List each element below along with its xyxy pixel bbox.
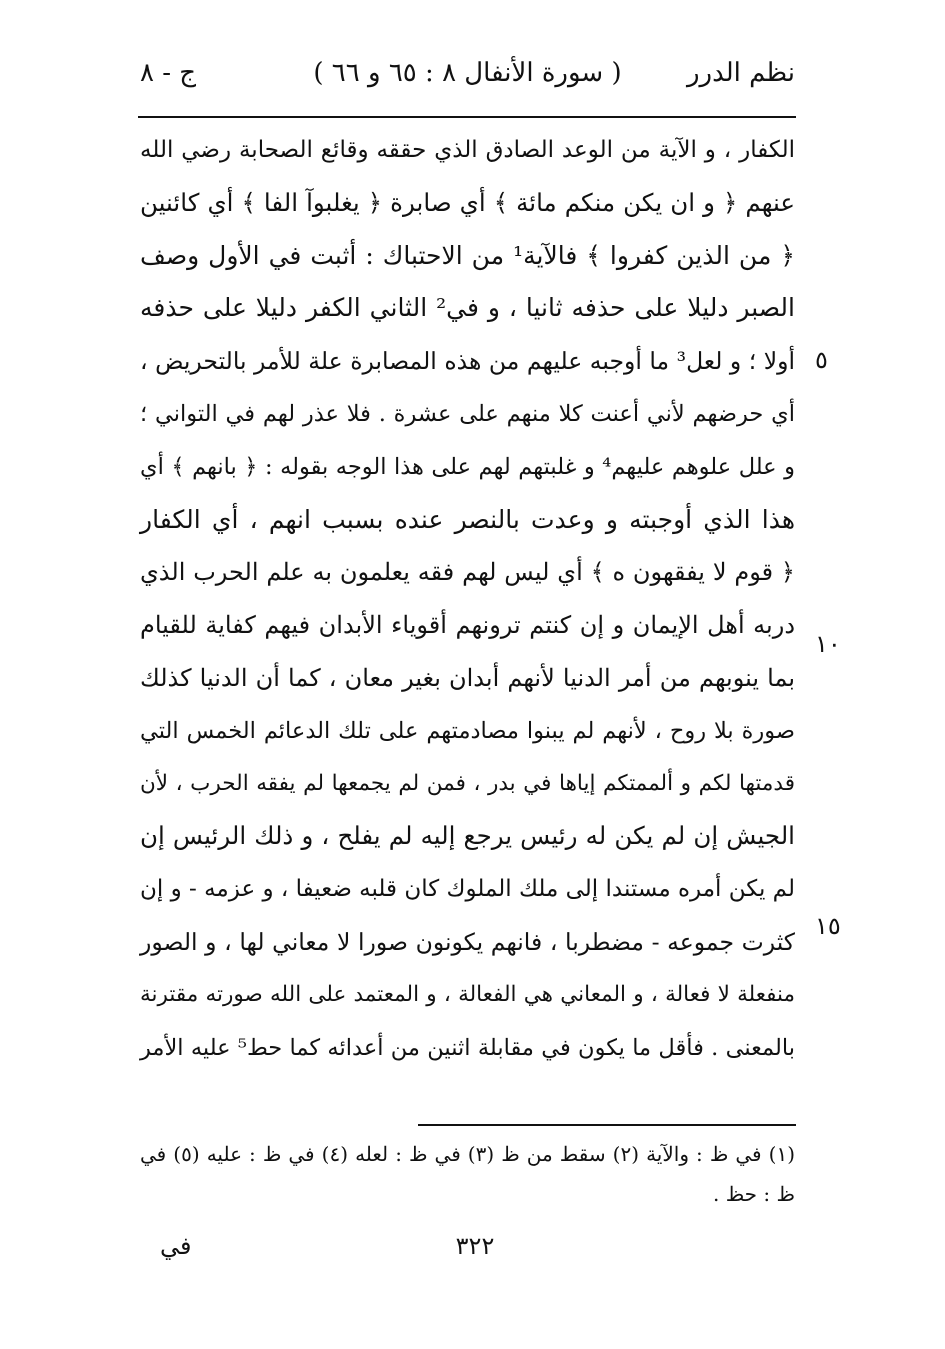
- text-line: كثرت جموعه - مضطربا ، فانهم يكونون صورا لا معاني لها ، و الصور: [140, 927, 795, 956]
- text-line: الجيش إن لم يكن له رئيس يرجع إليه لم يفلح ، و ذلك الرئيس إن: [140, 821, 795, 851]
- surah-reference: ( سورة الأنفال ٨ : ٦٥ و ٦٦ ): [313, 58, 622, 88]
- footnote-line: (١) في ظ : والآية (٢) سقط من ظ (٣) في ظ : لعله (٤) في ظ : عليه (٥) في: [140, 1142, 796, 1166]
- text-line: بالمعنى . فأقل ما يكون في مقابلة اثنين من أعدائه كما حط⁵ عليه الأمر: [140, 1034, 795, 1061]
- footnote-rule: [418, 1124, 796, 1126]
- text-line: و علل علوهم عليهم⁴ و غلبتهم لهم على هذا الوجه بقوله : ﴿ بانهم ﴾ أي: [140, 453, 795, 480]
- book-title: نظم الدرر: [686, 58, 795, 88]
- text-line: ﴿ قوم لا يفقهون ه ﴾ أي ليس لهم فقه يعلمون به علم الحرب الذي: [140, 558, 795, 587]
- line-number-10: ١٠: [815, 630, 841, 658]
- text-line: بما ينوبهم من أمر الدنيا لأنهم أبدان بغير معان ، كما أن الدنيا كذلك: [140, 663, 795, 692]
- volume-number: ج - ٨: [140, 58, 197, 88]
- line-number-15: ١٥: [815, 912, 841, 940]
- main-text: [140, 124, 795, 1074]
- text-line: هذا الذي أوجبته و وعدت بالنصر عنده بسبب انهم ، أي الكفار: [140, 504, 795, 534]
- running-header: [140, 58, 795, 98]
- header-rule: [138, 116, 796, 118]
- text-line: قدمتها لكم و ألممتكم إياها في بدر ، فمن لم يجمعها لم يفقه الحرب ، لأن: [140, 770, 795, 796]
- footnotes: [140, 1134, 795, 1214]
- text-line: لم يكن أمره مستندا إلى ملك الملوك كان قلبه ضعيفا ، و عزمه - و إن: [140, 876, 795, 903]
- text-line: الكفار ، و الآية من الوعد الصادق الذي حققه وقائع الصحابة رضي الله: [140, 137, 795, 163]
- text-line: الصبر دليلا على حذفه ثانيا ، و في² الثاني الكفر دليلا على حذفه: [140, 293, 795, 323]
- text-line: منفعلة لا فعالة ، و المعاني هي الفعالة ، و المعتمد على الله صورته مقترنة: [140, 981, 795, 1007]
- line-number-5: ٥: [815, 346, 828, 374]
- text-line: عنهم ﴿ و ان يكن منكم مائة ﴾ أي صابرة ﴿ يغلبوآ الفا ﴾ أي كائنين: [140, 187, 795, 217]
- text-line: دربه أهل الإيمان و إن كنتم ترونهم أقوياء الأبدان فيهم كفاية للقيام: [140, 611, 796, 640]
- page-number: ٣٢٢: [455, 1232, 495, 1260]
- text-line: صورة بلا روح ، لأنهم لم يبنوا مصادمتهم على تلك الدعائم الخمس التي: [140, 717, 795, 744]
- text-line: أولا ؛ و لعل³ ما أوجبه عليهم من هذه المصابرة علة للأمر بالتحريض ،: [140, 347, 795, 376]
- text-line: أي حرضهم لأني أعنت كلا منهم على عشرة . فلا عذر لهم في التواني ؛: [140, 400, 795, 427]
- catchword: في: [160, 1232, 192, 1260]
- footnote-line: ظ : حظ .: [712, 1182, 795, 1206]
- text-line: ﴿ من الذين كفروا ﴾ فالآية¹ من الاحتباك : أثبت في الأول وصف: [140, 240, 795, 270]
